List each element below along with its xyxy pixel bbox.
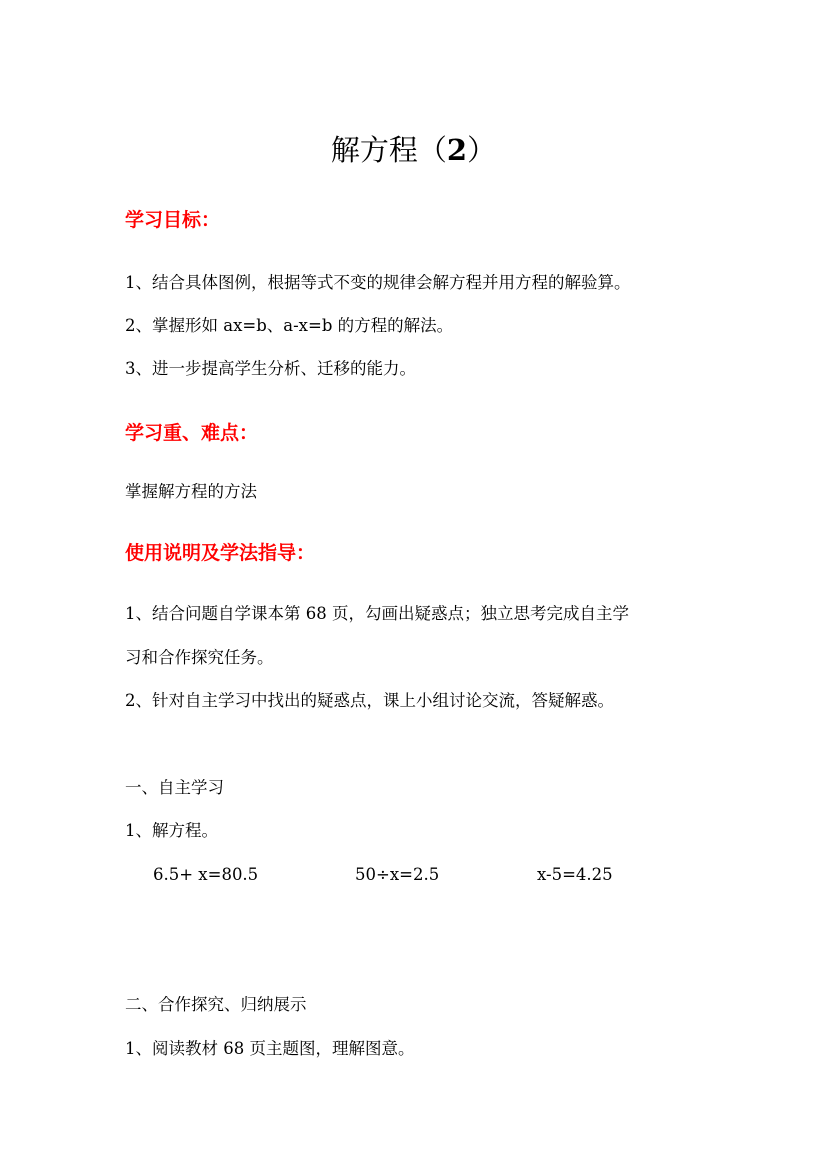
section-2-heading: 二、合作探究、归纳展示 xyxy=(125,995,307,1014)
section-2-task: 1、阅读教材 68 页主题图，理解图意。 xyxy=(125,1039,415,1058)
equation-3: x-5=4.25 xyxy=(537,865,613,884)
equation-1: 6.5+ x=80.5 xyxy=(153,865,259,884)
title-number: 2 xyxy=(446,133,468,167)
objective-item-1: 1、结合具体图例，根据等式不变的规律会解方程并用方程的解验算。 xyxy=(125,273,631,292)
page-title xyxy=(0,130,827,170)
instruction-item-2: 2、针对自主学习中找出的疑惑点，课上小组讨论交流，答疑解惑。 xyxy=(125,691,614,710)
section-1-task: 1、解方程。 xyxy=(125,821,218,840)
objectives-heading: 学习目标： xyxy=(125,209,221,231)
instruction-item-1-line-2: 习和合作探究任务。 xyxy=(125,648,274,667)
instruction-item-1-line-1: 1、结合问题自学课本第 68 页，勾画出疑惑点；独立思考完成自主学 xyxy=(125,604,629,623)
equation-2: 50÷x=2.5 xyxy=(355,865,440,884)
objective-item-3: 3、进一步提高学生分析、迁移的能力。 xyxy=(125,359,416,378)
key-points-heading: 学习重、难点： xyxy=(125,422,259,444)
instructions-heading: 使用说明及学法指导： xyxy=(125,542,316,564)
section-1-heading: 一、自主学习 xyxy=(125,778,224,797)
title-close: ） xyxy=(467,133,497,167)
title-text: 解方程（ xyxy=(330,133,447,167)
objective-item-2: 2、掌握形如 ax=b、a-x=b 的方程的解法。 xyxy=(125,316,454,335)
key-points-text: 掌握解方程的方法 xyxy=(125,482,257,501)
